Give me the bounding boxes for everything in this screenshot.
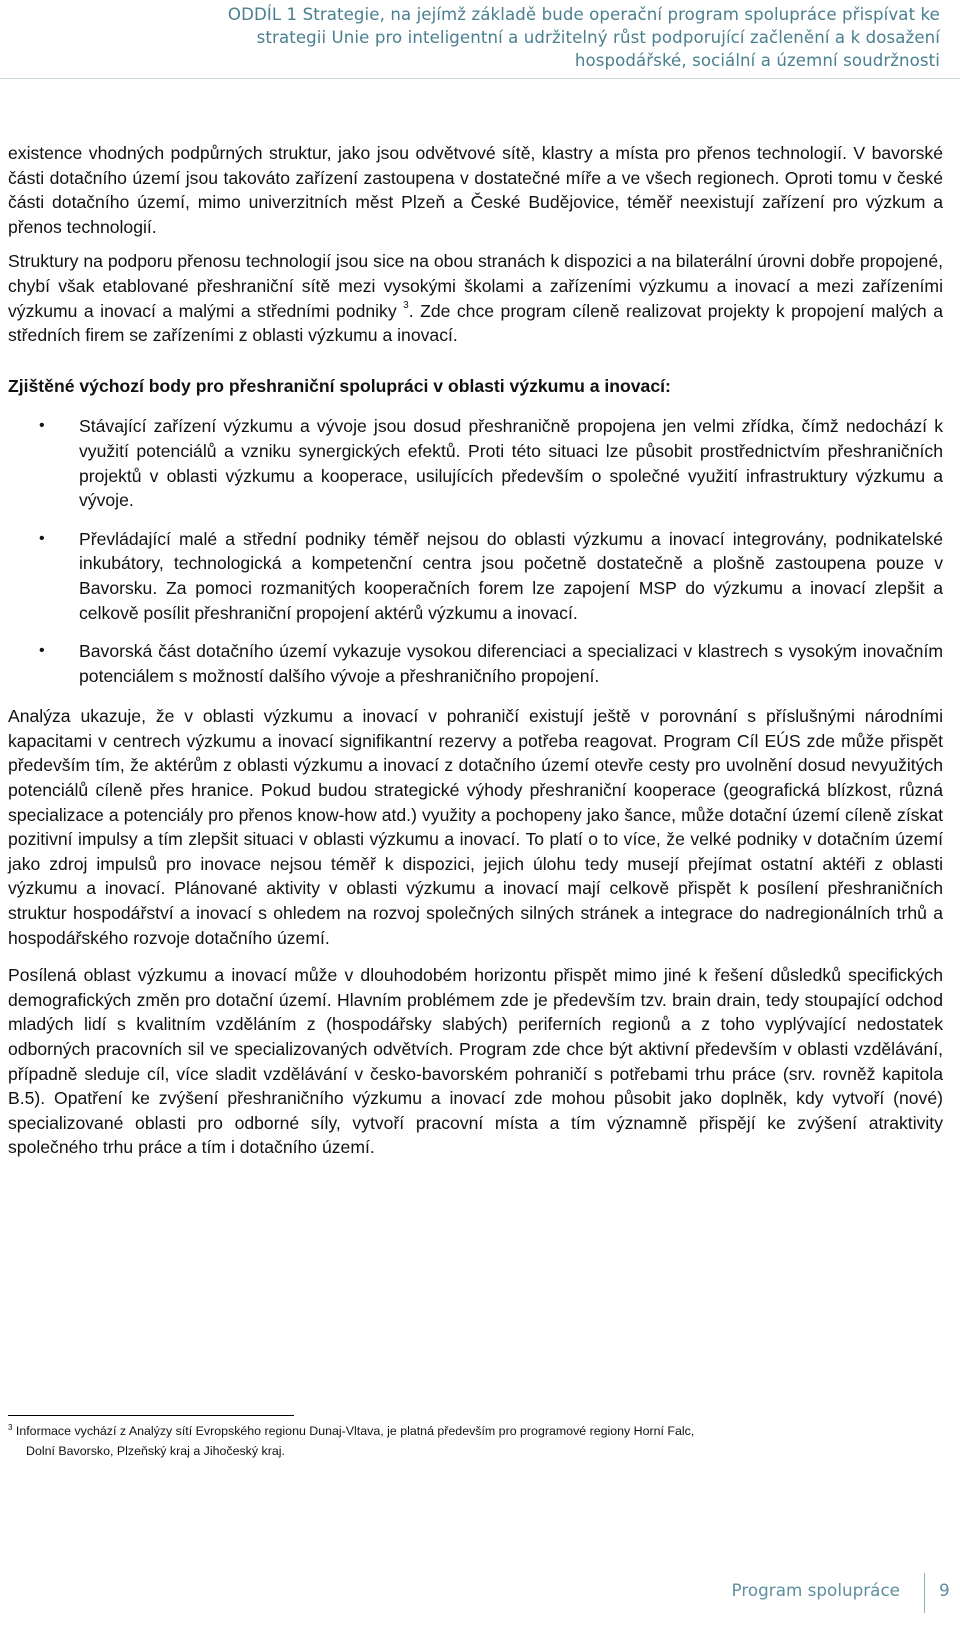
bullet-icon: • bbox=[39, 642, 45, 660]
section-heading: Zjištěné výchozí body pro přeshraniční spolupráci v oblasti výzkumu a inovací: bbox=[8, 375, 671, 396]
footer-label: Program spolupráce bbox=[731, 1580, 900, 1600]
footnote-text-line-2: Dolní Bavorsko, Plzeňský kraj a Jihočeský kraj. bbox=[26, 1444, 285, 1458]
paragraph-brain-drain: Posílená oblast výzkumu a inovací může v dlouhodobém horizontu přispět mimo jiné k řešení důsledků specifických demografických změn pro dotační území. Hlavním problémem zde je především tzv. brain drain, tedy stoupající odchod mladých lidí s kvalitním vzděláním z (hospodářsky slabých) periferních regionů a z toho vyplývající nedostatek odborných pracovních sil ve specializovaných odvětvích. Program zde chce být aktivní především v oblasti vzdělávání, případně sleduje cíl, více sladit vzdělávání v česko-bavorském pohraničí s potřebami trhu práce (srv. rovněž kapitola B.5). Opatření ke zvýšení přeshraničního výzkumu a inovací zde mohou působit jako doplněk, kdy vytvoří (nové) specializované oblasti pro odborné síly, vytvoří pracovní místa a tím významně přispějí ke zvýšení atraktivity společného trhu práce a tím i dotačního území. bbox=[8, 965, 943, 1158]
header-divider bbox=[0, 78, 960, 79]
footnote-reference[interactable]: 3 bbox=[403, 299, 409, 311]
paragraph-technology-transfer-part1: Struktury na podporu přenosu technologií jsou sice na obou stranách k dispozici a na bilaterální úrovni dobře propojené, chybí však etablované přeshraniční sítě mezi vysokými školami a zařízeními výzkumu a inovací a mezi zařízeními výzkumu a inovací a malými a středními podniky bbox=[8, 251, 943, 321]
list-item bbox=[8, 639, 943, 688]
list-item-text: Bavorská část dotačního území vykazuje vysokou diferenciaci a specializaci v klastrech s vysokým inovačním potenciálem s možností dalšího vývoje a přeshraničního propojení. bbox=[79, 641, 943, 686]
bullet-icon: • bbox=[39, 417, 45, 435]
footnote-text-line-1: Informace vychází z Analýzy sítí Evropského regionu Dunaj-Vltava, je platná především pro programové regiony Horní Falc, bbox=[15, 1424, 695, 1438]
list-item-text: Převládající malé a střední podniky téměř nejsou do oblasti výzkumu a inovací integrovány, podnikatelské inkubátory, technologická a kompetenční centra jsou početně dostatečně a plošně zastoupena pouze v Bavorsku. Za pomoci rozmanitých kooperačních forem lze zapojení MSP do výzkumu a inovací zlepšit a celkově posílit přeshraniční propojení aktérů výzkumu a inovací. bbox=[79, 528, 943, 623]
paragraph-technology-transfer bbox=[8, 249, 943, 347]
list-item bbox=[8, 414, 943, 512]
header-line-3: hospodářské, sociální a územní soudržnosti bbox=[574, 51, 940, 70]
header-line-2: strategii Unie pro inteligentní a udržitelný růst podporující začlenění a k dosažení bbox=[256, 28, 940, 47]
list-item bbox=[8, 527, 943, 625]
footnote bbox=[8, 1421, 908, 1461]
bullet-icon: • bbox=[39, 529, 45, 547]
paragraph-support-structures: existence vhodných podpůrných struktur, jako jsou odvětvové sítě, klastry a místa pro přenos technologií. V bavorské části dotačního území jsou takováto zařízení zastoupena v dostatečné míře a ve všech regionech. Oproti tomu v české části dotačního území, mimo univerzitních měst Plzeň a České Budějovice, téměř neexistují zařízení pro výzkum a přenos technologií. bbox=[8, 143, 943, 237]
footer-divider bbox=[924, 1573, 925, 1613]
paragraph-analysis: Analýza ukazuje, že v oblasti výzkumu a inovací v pohraničí existují ještě v porovnání s příslušnými národními kapacitami v centrech výzkumu a inovací signifikantní rezervy a potřeba reagovat. Program Cíl EÚS zde může přispět především tím, že aktérům z oblasti výzkumu a inovací z dotačního území otevře cesty pro uvolnění dosud nevyužitých potenciálů cíleně přes hranice. Pokud budou strategické výhody přeshraniční kooperace (geografická blízkost, různá specializace a potenciály pro přenos know-how atd.) využity a pochopeny jako šance, může dotační území cíleně získat pozitivní impulsy a tím zlepšit situaci v oblasti výzkumu a inovací. To platí o to více, že velké podniky v dotačním území jako zdroj impulsů pro inovace nejsou téměř k dispozici, jejich úlohu tedy musejí přejímat ostatní aktéři z oblasti výzkumu a inovací. Plánované aktivity v oblasti výzkumu a inovací mají celkově přispět k posílení přeshraničních struktur hospodářství a inovací s ohledem na rozvoj společných silných stránek a integrace do nadregionálních trhů a hospodářského rozvoje dotačního území. bbox=[8, 706, 943, 948]
document-body bbox=[8, 141, 943, 1173]
list-item-text: Stávající zařízení výzkumu a vývoje jsou dosud přeshraničně propojena jen velmi zřídka, čímž nedochází k využití potenciálů a vzniku synergických efektů. Proti této situaci lze působit prostřednictvím přeshraničních projektů v oblasti výzkumu a kooperace, usilujících především o společné využití infrastruktury výzkumu a vývoje. bbox=[79, 416, 943, 511]
header-line-1: ODDÍL 1 Strategie, na jejímž základě bude operační program spolupráce přispívat ke bbox=[227, 5, 940, 24]
paragraph-technology-transfer-part2: . Zde chce program cíleně realizovat projekty k propojení malých a středních firem se zařízeními z oblasti výzkumu a inovací. bbox=[8, 300, 943, 346]
footnote-number: 3 bbox=[8, 1422, 13, 1432]
page-number: 9 bbox=[939, 1580, 950, 1600]
footnote-divider bbox=[8, 1415, 294, 1416]
running-header bbox=[20, 3, 940, 72]
bullet-list bbox=[8, 414, 943, 688]
